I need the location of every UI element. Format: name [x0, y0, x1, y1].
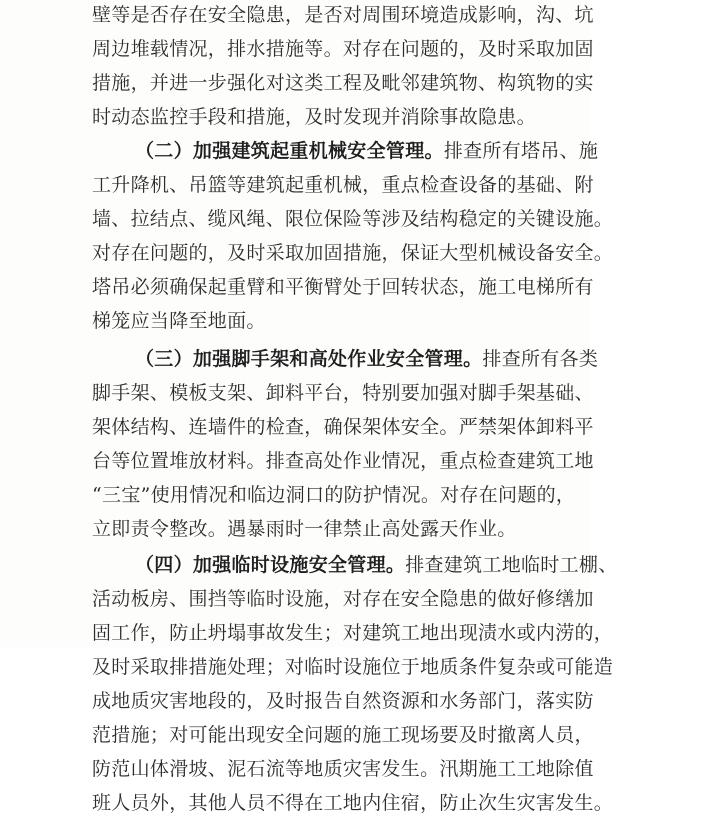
para1-line-2: 周边堆载情况，排水措施等。对存在问题的，及时采取加固 — [92, 38, 594, 60]
para3-line-4: “三宝”使用情况和临边洞口的防护情况。对存在问题的， — [92, 484, 576, 506]
para2-heading: （二）加强建筑起重机械安全管理。 — [135, 140, 444, 162]
para2-first-rest: 排查所有塔吊、施 — [443, 140, 599, 162]
para3-line-2: 架体结构、连墙件的检查，确保架体安全。严禁架体卸料平 — [92, 416, 594, 438]
para3-line-1: 脚手架、模板支架、卸料平台，特别要加强对脚手架基础、 — [92, 382, 594, 404]
para3-first-line — [0, 346, 725, 372]
para4-heading: （四）加强临时设施安全管理。 — [135, 554, 406, 576]
para4-line-4: 成地质灾害地段的，及时报告自然资源和水务部门，落实防 — [92, 690, 594, 712]
para1-line-3: 措施，并进一步强化对这类工程及毗邻建筑物、构筑物的实 — [92, 72, 594, 94]
para1-line-1: 壁等是否存在安全隐患，是否对周围环境造成影响，沟、坑 — [92, 4, 594, 26]
para4-line-7: 班人员外，其他人员不得在工地内住宿，防止次生灾害发生。 — [92, 792, 614, 814]
para4-line-1: 活动板房、围挡等临时设施，对存在安全隐患的做好修缮加 — [92, 588, 594, 610]
para2-first-line — [0, 138, 725, 164]
para4-line-6: 防范山体滑坡、泥石流等地质灾害发生。汛期施工工地除值 — [92, 758, 594, 780]
para2-line-2: 墙、拉结点、缆风绳、限位保险等涉及结构稳定的关键设施。 — [92, 208, 614, 230]
para4-line-3: 及时采取排措施处理；对临时设施位于地质条件复杂或可能造 — [92, 656, 614, 678]
para2-line-4: 塔吊必须确保起重臂和平衡臂处于回转状态，施工电梯所有 — [92, 276, 594, 298]
para3-line-5: 立即责令整改。遇暴雨时一律禁止高处露天作业。 — [92, 518, 517, 540]
para3-line-3: 台等位置堆放材料。排查高处作业情况，重点检查建筑工地 — [92, 450, 594, 472]
para3-heading: （三）加强脚手架和高处作业安全管理。 — [135, 348, 483, 370]
para4-line-2: 固工作，防止坍塌事故发生；对建筑工地出现渍水或内涝的， — [92, 622, 614, 644]
para1-line-4: 时动态监控手段和措施，及时发现并消除事故隐患。 — [92, 106, 536, 128]
para3-first-rest: 排查所有各类 — [482, 348, 599, 370]
para4-line-5: 范措施；对可能出现安全问题的施工现场要及时撤离人员， — [92, 724, 594, 746]
para4-first-line — [0, 552, 725, 578]
para2-line-1: 工升降机、吊篮等建筑起重机械，重点检查设备的基础、附 — [92, 174, 594, 196]
para2-line-5: 梯笼应当降至地面。 — [92, 310, 266, 332]
para2-line-3: 对存在问题的，及时采取加固措施，保证大型机械设备安全。 — [92, 242, 614, 264]
para4-first-rest: 排查建筑工地临时工棚、 — [405, 554, 618, 576]
